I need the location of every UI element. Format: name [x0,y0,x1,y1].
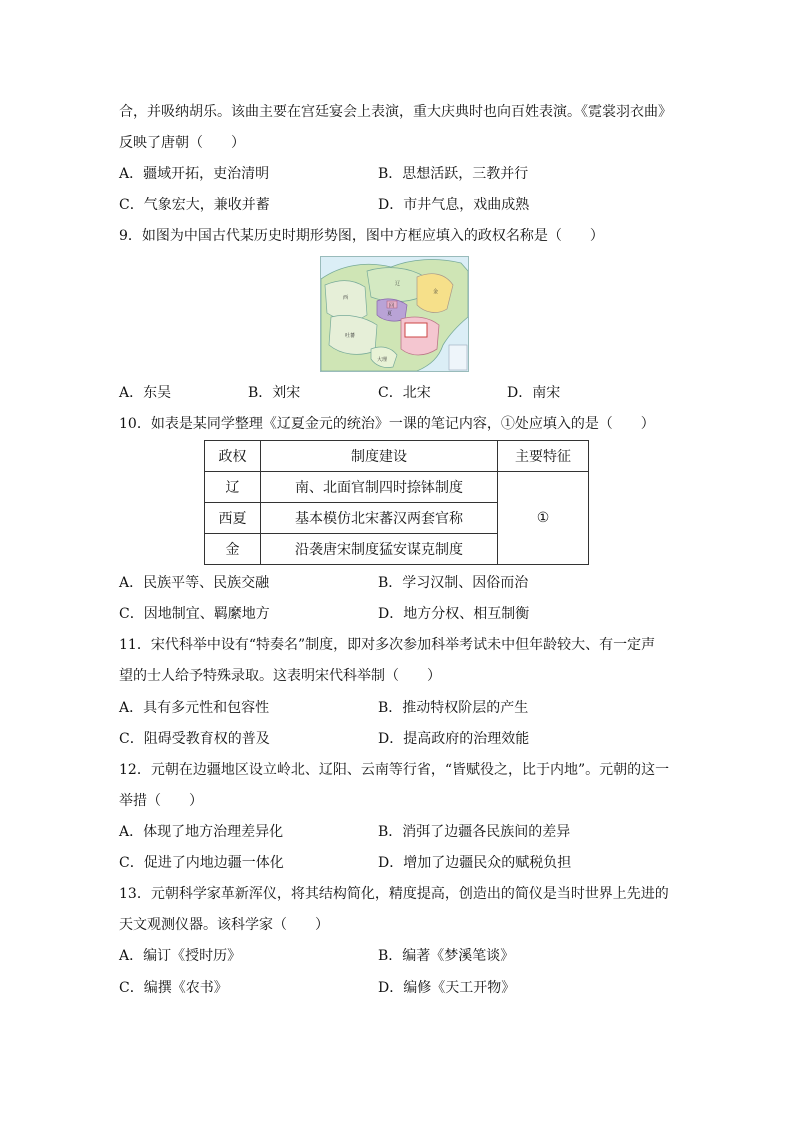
q12-option-a[interactable]: A．体现了地方治理差异化 [119,824,284,840]
q13-option-c[interactable]: C．编撰《农书》 [119,980,228,996]
map-label-hui: 回 [389,303,395,309]
map-label-xi: 西 [343,295,349,301]
q13-stem-line1: 13．元朝科学家革新浑仪，将其结构简化，精度提高，创造出的简仪是当时世界上先进的 [119,886,669,902]
historical-map [320,256,469,372]
q13-option-b[interactable]: B．编著《梦溪笔谈》 [378,948,515,964]
map-label-dali: 大理 [377,357,388,363]
q8-stem-line1: 合，并吸纳胡乐。该曲主要在宫廷宴会上表演，重大庆典时也向百姓表演。《霓裳羽衣曲》 [119,104,672,120]
q11-option-c[interactable]: C．阻碍受教育权的普及 [119,731,270,747]
q12-option-d[interactable]: D．增加了边疆民众的赋税负担 [378,855,572,871]
q10-option-d[interactable]: D．地方分权、相互制衡 [378,606,530,622]
q8-option-d[interactable]: D．市井气息，戏曲成熟 [378,197,530,213]
table-header-row [205,441,589,472]
table-header: 制度建设 [261,441,498,472]
table-cell: 基本模仿北宋蕃汉两套官称 [261,503,498,534]
q9-option-c[interactable]: C．北宋 [378,385,431,401]
table-cell: 西夏 [205,503,261,534]
q12-stem-line1: 12．元朝在边疆地区设立岭北、辽阳、云南等行省，“皆赋役之，比于内地”。元朝的这一 [119,762,670,778]
table-cell: 辽 [205,472,261,503]
q11-option-b[interactable]: B．推动特权阶层的产生 [378,700,529,716]
q9-option-b[interactable]: B．刘宋 [248,385,301,401]
table-cell: 沿袭唐宋制度猛安谋克制度 [261,534,498,565]
table-cell: 南、北面官制四时捺钵制度 [261,472,498,503]
notes-table [204,440,589,565]
q9-stem: 9．如图为中国古代某历史时期形势图，图中方框应填入的政权名称是（ ） [119,228,604,244]
q12-stem-line2: 举措（ ） [119,793,203,809]
q9-option-a[interactable]: A．东吴 [119,385,172,401]
q12-option-b[interactable]: B．消弭了边疆各民族间的差异 [378,824,571,840]
q11-stem-line2: 望的士人给予特殊录取。这表明宋代科举制（ ） [119,668,441,684]
map-label-tubo: 吐蕃 [345,333,356,339]
q8-option-a[interactable]: A．疆域开拓，吏治清明 [119,166,270,182]
q10-option-c[interactable]: C．因地制宜、羁縻地方 [119,606,270,622]
table-row [205,472,589,503]
map-label-liao: 辽 [395,281,401,287]
q10-option-b[interactable]: B．学习汉制、因俗而治 [378,575,529,591]
q8-stem-line2: 反映了唐朝（ ） [119,135,245,151]
table-merged-cell: ① [498,472,589,565]
q9-option-d[interactable]: D．南宋 [507,385,561,401]
table-cell: 金 [205,534,261,565]
q11-option-a[interactable]: A．具有多元性和包容性 [119,700,270,716]
table-header: 主要特征 [498,441,589,472]
q11-option-d[interactable]: D．提高政府的治理效能 [378,731,530,747]
q11-stem-line1: 11．宋代科举中设有“特奏名”制度，即对多次参加科举考试未中但年龄较大、有一定声 [119,637,656,653]
q10-stem: 10．如表是某同学整理《辽夏金元的统治》一课的笔记内容，①处应填入的是（ ） [119,416,655,432]
table-header: 政权 [205,441,261,472]
q13-option-a[interactable]: A．编订《授时历》 [119,948,242,964]
q8-option-c[interactable]: C．气象宏大，兼收并蓄 [119,197,270,213]
q13-stem-line2: 天文观测仪器。该科学家（ ） [119,917,329,933]
q13-option-d[interactable]: D．编修《天工开物》 [378,980,516,996]
map-label-jin: 金 [433,289,439,295]
q12-option-c[interactable]: C．促进了内地边疆一体化 [119,855,284,871]
map-label-xia: 夏 [387,311,393,317]
q8-option-b[interactable]: B．思想活跃，三教并行 [378,166,529,182]
q10-option-a[interactable]: A．民族平等、民族交融 [119,575,270,591]
